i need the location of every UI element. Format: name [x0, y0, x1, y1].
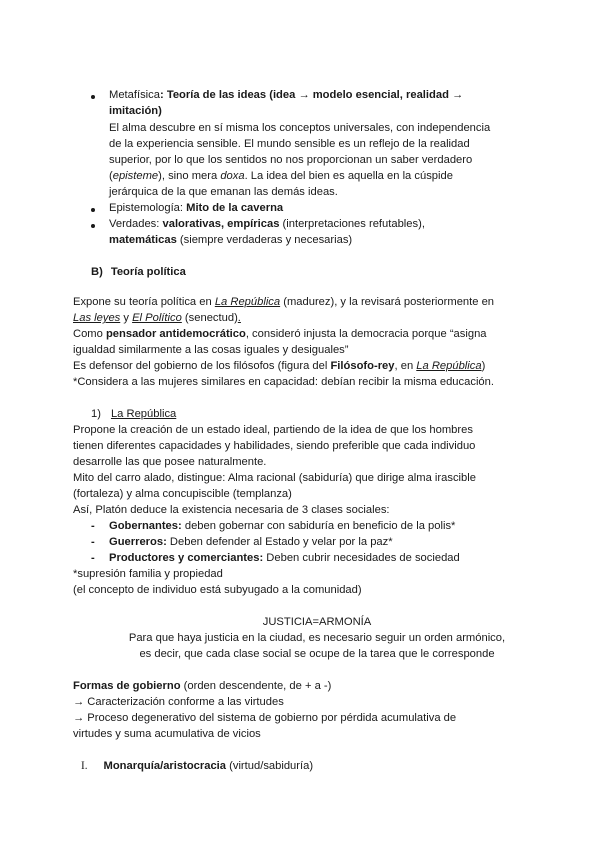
republic-heading: 1) La República: [91, 408, 177, 420]
justice-line-2: es decir, que cada clase social se ocupe de la tarea que le corresponde: [139, 648, 495, 660]
truths-line-2: matemáticas (siempre verdaderas y necesarias): [109, 234, 353, 246]
forms-line-1: → Caracterización conforme a las virtudes: [73, 696, 284, 708]
forms-line-3: virtudes y suma acumulativa de vicios: [73, 728, 261, 740]
metaphysics-text-1: El alma descubre en sí misma los conceptos universales, con independencia: [109, 122, 491, 134]
justice-title: JUSTICIA=ARMONÍA: [262, 616, 372, 628]
republic-line: tienen diferentes capacidades y habilidades, siendo preferible que cada individuo: [73, 440, 476, 452]
truths-line-1: Verdades: valorativas, empíricas (interpretaciones refutables),: [109, 218, 425, 230]
metaphysics-line-2: imitación): [109, 105, 162, 117]
republic-line: Propone la creación de un estado ideal, partiendo de la idea de que los hombres: [73, 424, 473, 436]
class-item-warriors: Guerreros: Deben defender al Estado y velar por la paz*: [109, 536, 393, 548]
epistemology-line: Epistemología: Mito de la caverna: [109, 202, 284, 214]
metaphysics-text-2: de la experiencia sensible. El mundo sensible es un reflejo de la realidad: [109, 138, 470, 150]
republic-line: desarrolle las que posee naturalmente.: [73, 456, 267, 468]
politics-line-3: Como pensador antidemocrático, consideró injusta la democracia porque “asigna: [73, 328, 487, 340]
bullet-icon: [91, 224, 95, 228]
republic-note-1: *supresión familia y propiedad: [73, 568, 223, 580]
dash-icon: -: [91, 552, 95, 564]
metaphysics-line-1: Metafísica: Teoría de las ideas (idea → modelo esencial, realidad →: [109, 89, 464, 101]
forms-title: Formas de gobierno (orden descendente, de + a -): [73, 680, 332, 692]
politics-line-1: Expone su teoría política en La República (madurez), y la revisará posteriormente en: [73, 296, 495, 308]
politics-line-6: *Considera a las mujeres similares en capacidad: debían recibir la misma educación.: [73, 376, 494, 388]
republic-line: Mito del carro alado, distingue: Alma racional (sabiduría) que dirige alma irascible: [73, 472, 476, 484]
metaphysics-text-5: jerárquica de la que emanan las demás ideas.: [109, 186, 338, 198]
forms-line-2: → Proceso degenerativo del sistema de gobierno por pérdida acumulativa de: [73, 712, 457, 724]
dash-icon: -: [91, 520, 95, 532]
bullet-icon: [91, 95, 95, 99]
section-b-heading: B) Teoría política: [91, 266, 186, 278]
republic-line: (fortaleza) y alma concupiscible (templanza): [73, 488, 292, 500]
class-item-rulers: Gobernantes: deben gobernar con sabiduría en beneficio de la polis*: [109, 520, 456, 532]
metaphysics-text-3: superior, por lo que los sentidos no nos proporcionan un saber verdadero: [109, 154, 473, 166]
republic-line: Así, Platón deduce la existencia necesaria de 3 clases sociales:: [73, 504, 390, 516]
politics-line-5: Es defensor del gobierno de los filósofos (figura del Filósofo-rey, en La República): [73, 360, 486, 372]
justice-line-1: Para que haya justicia en la ciudad, es necesario seguir un orden armónico,: [128, 632, 506, 644]
class-item-producers: Productores y comerciantes: Deben cubrir necesidades de sociedad: [109, 552, 460, 564]
republic-note-2: (el concepto de individuo está subyugado a la comunidad): [73, 584, 362, 596]
metaphysics-text-4: (episteme), sino mera doxa. La idea del bien es aquella en la cúspide: [109, 170, 453, 182]
dash-icon: -: [91, 536, 95, 548]
politics-line-4: igualdad similarmente a las cosas iguales y desiguales”: [73, 344, 349, 356]
politics-line-2: Las leyes y El Político (senectud).: [73, 312, 241, 324]
gov-item-1: I. Monarquía/aristocracia (virtud/sabiduría): [81, 760, 314, 772]
bullet-icon: [91, 208, 95, 212]
